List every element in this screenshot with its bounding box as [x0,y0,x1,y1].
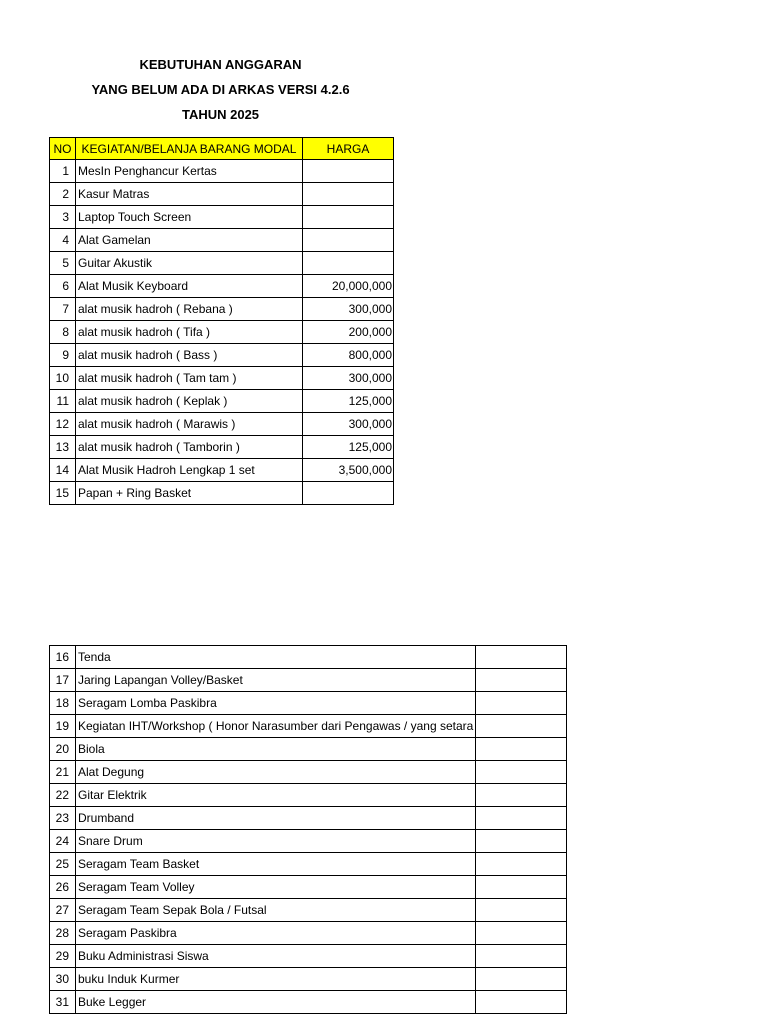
row-number-text: 15 [55,486,69,500]
row-price [303,298,394,321]
row-item [76,899,476,922]
row-item-text: alat musik hadroh ( Tamborin ) [78,440,240,454]
table-row [50,482,394,505]
row-item-text: Buku Administrasi Siswa [78,949,209,963]
table-row [50,413,394,436]
row-item-text: Laptop Touch Screen [78,210,192,224]
row-item [76,807,476,830]
row-item [76,945,476,968]
row-item-text: Tenda [78,650,111,664]
row-item [76,830,476,853]
row-item [76,252,303,275]
document-year: TAHUN 2025 [181,107,260,122]
table-row [50,275,394,298]
row-price [476,991,567,1014]
row-number [50,252,76,275]
row-item [76,922,476,945]
table-row [50,899,567,922]
row-item-text: Alat Degung [78,765,145,779]
row-item [76,413,303,436]
row-price [476,761,567,784]
table-row [50,669,567,692]
row-number [50,945,76,968]
header-no: NO [50,138,76,160]
table-row [50,646,567,669]
row-price [476,968,567,991]
table-row [50,945,567,968]
row-number [50,646,76,669]
document-subtitle: YANG BELUM ADA DI ARKAS VERSI 4.2.6 [91,82,350,97]
header-price: HARGA [303,138,394,160]
row-number-text: 13 [55,440,69,454]
row-price [303,436,394,459]
row-price [476,899,567,922]
row-item-text: Alat Musik Hadroh Lengkap 1 set [78,463,255,477]
row-number [50,784,76,807]
row-item [76,436,303,459]
row-item [76,298,303,321]
row-number-text: 8 [62,325,69,339]
row-item-text: Seragam Team Volley [78,880,195,894]
row-number [50,669,76,692]
row-item-text: alat musik hadroh ( Tam tam ) [78,371,237,385]
table-row [50,229,394,252]
row-item [76,229,303,252]
row-item-text: Papan + Ring Basket [78,486,192,500]
row-price [476,807,567,830]
row-number [50,183,76,206]
row-price [303,160,394,183]
row-item-text: Seragam Team Sepak Bola / Futsal [78,903,267,917]
table-row [50,991,567,1014]
document-title: KEBUTUHAN ANGGARAN [139,57,302,72]
row-number [50,853,76,876]
row-number [50,160,76,183]
table-row [50,968,567,991]
table-row [50,761,567,784]
row-number-text: 24 [55,834,69,848]
row-item [76,876,476,899]
row-number [50,692,76,715]
row-number-text: 5 [62,256,69,270]
row-item-text: Kasur Matras [78,187,150,201]
row-price [476,646,567,669]
row-number-text: 18 [55,696,69,710]
row-item [76,482,303,505]
row-item [76,715,476,738]
row-price [476,876,567,899]
row-price-text: 300,000 [348,371,392,385]
row-price [303,229,394,252]
budget-table-part-1 [49,137,394,505]
row-price-text: 125,000 [348,394,392,408]
row-number [50,275,76,298]
row-number-text: 14 [55,463,69,477]
table-row [50,321,394,344]
row-price [303,183,394,206]
row-price [303,459,394,482]
row-number [50,206,76,229]
row-price [303,390,394,413]
table-header-row [50,138,394,160]
row-price [303,275,394,298]
row-number-text: 3 [62,210,69,224]
row-price-text: 3,500,000 [338,463,392,477]
row-number-text: 25 [55,857,69,871]
row-item-text: alat musik hadroh ( Marawis ) [78,417,236,431]
row-price [476,738,567,761]
row-item [76,853,476,876]
budget-table-part-2 [49,645,567,1014]
table-row [50,252,394,275]
row-price [303,344,394,367]
row-number-text: 6 [62,279,69,293]
row-price [476,922,567,945]
row-item [76,692,476,715]
row-item-text: alat musik hadroh ( Rebana ) [78,302,233,316]
row-item [76,738,476,761]
row-number [50,991,76,1014]
row-item [76,367,303,390]
row-item-text: alat musik hadroh ( Bass ) [78,348,218,362]
row-price-text: 20,000,000 [331,279,392,293]
row-number [50,830,76,853]
row-price-text: 300,000 [348,417,392,431]
row-number-text: 16 [55,650,69,664]
row-number [50,229,76,252]
row-number-text: 20 [55,742,69,756]
row-item [76,646,476,669]
row-item-text: Drumband [78,811,135,825]
row-number-text: 21 [55,765,69,779]
row-item-text: Seragam Team Basket [78,857,200,871]
row-price-text: 125,000 [348,440,392,454]
row-number [50,367,76,390]
table-row [50,738,567,761]
row-number [50,344,76,367]
row-number-text: 2 [62,187,69,201]
table-row [50,390,394,413]
table-row [50,436,394,459]
row-number-text: 4 [62,233,69,247]
row-price-text: 300,000 [348,302,392,316]
row-item-text: Seragam Paskibra [78,926,177,940]
row-item [76,784,476,807]
row-price [303,482,394,505]
row-price [476,669,567,692]
row-price [476,692,567,715]
row-item [76,991,476,1014]
row-number-text: 7 [62,302,69,316]
row-item-text: Gitar Elektrik [78,788,147,802]
row-item-text: Jaring Lapangan Volley/Basket [78,673,243,687]
row-item-text: Biola [78,742,105,756]
row-price [476,830,567,853]
row-item-text: Kegiatan IHT/Workshop ( Honor Narasumber dari Pengawas / yang setara [78,719,474,733]
row-number-text: 23 [55,811,69,825]
row-item [76,183,303,206]
row-item [76,275,303,298]
table-row [50,298,394,321]
row-item [76,206,303,229]
table-row [50,160,394,183]
row-item [76,160,303,183]
row-item [76,321,303,344]
row-price [476,784,567,807]
row-number [50,922,76,945]
row-number [50,459,76,482]
table-row [50,183,394,206]
row-price [476,945,567,968]
row-item [76,390,303,413]
row-item-text: alat musik hadroh ( Tifa ) [78,325,211,339]
row-number-text: 11 [56,394,69,408]
row-number-text: 26 [55,880,69,894]
row-number-text: 10 [55,371,69,385]
table-row [50,807,567,830]
row-number [50,715,76,738]
row-number-text: 19 [55,719,69,733]
table-row [50,692,567,715]
row-number [50,390,76,413]
row-price [303,206,394,229]
row-number [50,968,76,991]
row-number [50,436,76,459]
row-number-text: 1 [62,164,69,178]
row-number-text: 17 [55,673,69,687]
row-item-text: Guitar Akustik [78,256,153,270]
row-number [50,761,76,784]
table-row [50,715,567,738]
table-row [50,922,567,945]
row-item-text: Seragam Lomba Paskibra [78,696,217,710]
row-number [50,807,76,830]
row-item [76,459,303,482]
table-row [50,853,567,876]
header-item: KEGIATAN/BELANJA BARANG MODAL [76,138,303,160]
row-item [76,669,476,692]
row-item [76,344,303,367]
row-item-text: Snare Drum [78,834,143,848]
row-number-text: 12 [55,417,69,431]
table-row [50,367,394,390]
row-number [50,876,76,899]
table-row [50,830,567,853]
row-number [50,298,76,321]
row-number [50,482,76,505]
row-item-text: buku Induk Kurmer [78,972,180,986]
row-number-text: 31 [55,995,69,1009]
row-price [303,252,394,275]
row-item-text: Buke Legger [78,995,147,1009]
row-number-text: 30 [55,972,69,986]
row-price [476,853,567,876]
row-price [476,715,567,738]
row-number-text: 28 [55,926,69,940]
row-number [50,413,76,436]
row-price-text: 200,000 [348,325,392,339]
row-number [50,899,76,922]
row-price [303,413,394,436]
row-price [303,321,394,344]
row-price [303,367,394,390]
row-number [50,738,76,761]
table-row [50,206,394,229]
table-row [50,459,394,482]
row-item-text: alat musik hadroh ( Keplak ) [78,394,228,408]
row-number-text: 9 [62,348,69,362]
row-item-text: Alat Gamelan [78,233,151,247]
row-item-text: MesIn Penghancur Kertas [78,164,217,178]
row-number [50,321,76,344]
table-row [50,344,394,367]
table-row [50,784,567,807]
row-item [76,968,476,991]
row-item [76,761,476,784]
row-item-text: Alat Musik Keyboard [78,279,189,293]
table-row [50,876,567,899]
row-number-text: 27 [55,903,69,917]
row-price-text: 800,000 [348,348,392,362]
row-number-text: 22 [55,788,69,802]
row-number-text: 29 [55,949,69,963]
